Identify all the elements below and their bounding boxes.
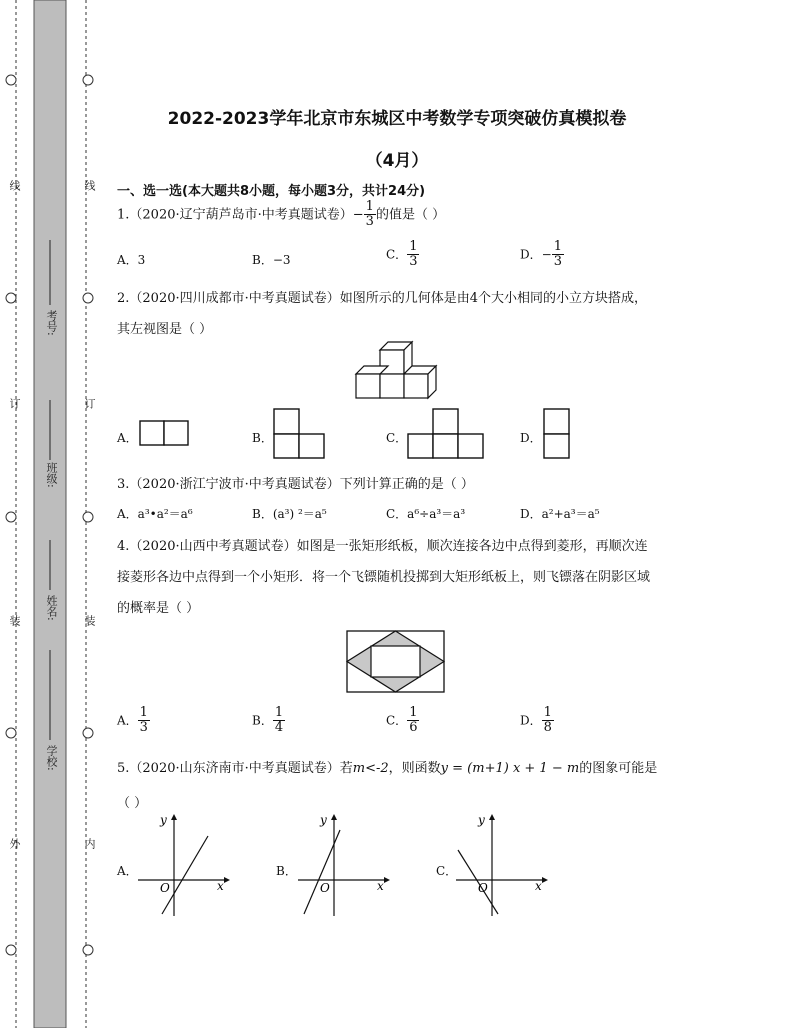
q5-b-y-label: y	[320, 813, 327, 827]
q2-option-a-figure	[139, 420, 191, 448]
q4-option-a-label: A．	[117, 713, 138, 728]
q2-option-c-figure	[407, 408, 487, 460]
margin-outer-label-2: 订	[8, 398, 21, 409]
q4-option-b-num: 1	[274, 705, 284, 720]
margin-inner-label-1: 线	[83, 180, 96, 191]
q4-rectangle-figure	[344, 628, 448, 694]
section-heading: 一、选一选(本大题共8小题，每小题3分，共计24分)	[117, 184, 426, 199]
q5-option-a-label[interactable]: A．	[117, 864, 138, 878]
q4-stem-line3: 的概率是（ ）	[117, 601, 200, 616]
q5-option-b-label[interactable]: B．	[276, 864, 297, 878]
q1-stem-prefix: 1.（2020·辽宁葫芦岛市·中考真题试卷）	[117, 207, 353, 223]
q4-option-c-den: 6	[409, 720, 418, 736]
q5-condition: m<-2	[352, 761, 389, 776]
binding-margin	[0, 0, 100, 1028]
q5-c-origin: O	[478, 881, 488, 895]
q1-option-b-text: −3	[272, 253, 291, 267]
q1-stem-suffix: 的值是（ ）	[375, 207, 446, 223]
q4-stem-line2: 接菱形各边中点得到一个小矩形．将一个飞镖随机投掷到大矩形纸板上，则飞镖落在阴影区域	[117, 570, 651, 585]
q5-b-origin: O	[320, 881, 330, 895]
q5-c-y-label: y	[478, 813, 485, 827]
page-title: 2022-2023学年北京市东城区中考数学专项突破仿真模拟卷	[167, 109, 627, 129]
q4-option-b-frac	[273, 706, 285, 736]
field-class: 班级:	[45, 462, 58, 488]
q4-option-a-num: 1	[139, 705, 148, 720]
page-subtitle: （4月）	[365, 151, 429, 171]
q1-option-d-frac	[552, 240, 564, 270]
q1-option-c-num: 1	[409, 239, 418, 254]
q3-option-d[interactable]: D．a²+a³＝a⁵	[520, 507, 600, 521]
q2-cube-figure	[350, 340, 445, 405]
q5-formula: y = (m+1) x + 1 − m	[440, 761, 580, 776]
q5-stem	[117, 757, 657, 776]
margin-inner-label-2: 订	[83, 398, 96, 409]
q4-option-b[interactable]	[252, 706, 285, 736]
q2-stem-line1: 2.（2020·四川成都市·中考真题试卷）如图所示的几何体是由4个大小相同的小立方块搭成，	[117, 291, 648, 306]
q1-option-a[interactable]	[117, 251, 145, 268]
q5-a-x-label: x	[217, 879, 224, 893]
q2-option-d-figure	[543, 408, 573, 460]
q2-stem-line2: 其左视图是（ ）	[117, 322, 213, 337]
q5-a-y-label: y	[160, 813, 167, 827]
q1-option-c-frac	[407, 240, 419, 270]
q4-option-d-num: 1	[543, 705, 552, 720]
q1-option-a-label: A．	[117, 253, 138, 267]
q3-stem: 3.（2020·浙江宁波市·中考真题试卷）下列计算正确的是（ ）	[117, 477, 474, 492]
q4-option-d-label: D．	[520, 713, 542, 728]
q4-option-d-den: 8	[543, 720, 552, 736]
field-exam-number: 考号:	[45, 310, 58, 336]
q5-option-c-label[interactable]: C．	[436, 864, 458, 878]
field-name: 姓名:	[45, 595, 58, 621]
margin-inner-label-4: 内	[83, 838, 96, 849]
q4-option-a-frac	[138, 706, 150, 736]
q2-option-d-label[interactable]: D．	[520, 431, 542, 445]
q5-answer-paren: （ ）	[117, 796, 148, 811]
q1-option-d-minus: −	[541, 247, 552, 262]
q1-option-d-label: D．	[520, 247, 542, 262]
q1-option-c-label: C．	[386, 247, 408, 262]
q4-option-d-frac	[542, 706, 554, 736]
q1-option-b[interactable]	[252, 251, 291, 268]
q1-option-a-text: 3	[137, 253, 146, 267]
q1-option-d-den: 3	[553, 254, 562, 270]
margin-inner-label-3: 装	[83, 615, 96, 626]
q5-a-origin: O	[160, 881, 170, 895]
margin-outer-label-1: 线	[8, 180, 21, 191]
q4-option-a-den: 3	[139, 720, 148, 736]
q4-option-c[interactable]	[386, 706, 419, 736]
q5-c-x-label: x	[535, 879, 542, 893]
field-school: 学校:	[45, 745, 58, 771]
q2-option-b-label[interactable]: B．	[252, 431, 273, 445]
q2-option-c-label[interactable]: C．	[386, 431, 408, 445]
q3-option-c[interactable]: C．a⁶÷a³＝a³	[386, 507, 466, 521]
q4-option-d[interactable]	[520, 706, 554, 736]
q4-option-c-label: C．	[386, 713, 408, 728]
q1-option-d[interactable]	[520, 240, 564, 270]
q1-frac-num: 1	[365, 199, 374, 214]
q1-frac-den: 3	[365, 214, 374, 230]
q3-option-b[interactable]: B．(a³) ²＝a⁵	[252, 507, 327, 521]
q5-option-c-graph	[452, 810, 552, 920]
q5-b-x-label: x	[377, 879, 384, 893]
q4-option-b-den: 4	[274, 720, 284, 736]
q5-option-b-graph	[294, 810, 394, 920]
q1-fraction	[364, 200, 376, 230]
margin-outer-label-3: 装	[8, 615, 21, 626]
q1-minus: −	[352, 207, 364, 223]
q1-option-c[interactable]	[386, 240, 419, 270]
q1-option-b-label: B．	[252, 253, 273, 267]
q3-option-a[interactable]: A．a³•a²＝a⁶	[117, 507, 193, 521]
q1-option-d-num: 1	[553, 239, 562, 254]
q2-option-a-label[interactable]: A．	[117, 431, 138, 445]
q1-option-c-den: 3	[409, 254, 418, 270]
q2-option-b-figure	[273, 408, 327, 460]
q4-option-c-num: 1	[409, 705, 418, 720]
binding-margin-graphics	[0, 0, 100, 1028]
margin-outer-label-4: 外	[8, 838, 21, 849]
q5-stem-suffix: 的图象可能是	[579, 761, 658, 776]
q5-option-a-graph	[134, 810, 234, 920]
q5-stem-prefix: 5.（2020·山东济南市·中考真题试卷）若	[117, 761, 353, 776]
q4-option-a[interactable]	[117, 706, 150, 736]
q4-stem-line1: 4.（2020·山西中考真题试卷）如图是一张矩形纸板，顺次连接各边中点得到菱形，再顺次连	[117, 539, 648, 554]
q4-option-b-label: B．	[252, 713, 273, 728]
q5-stem-mid: ，则函数	[388, 761, 441, 776]
q1-stem	[117, 200, 445, 230]
q4-option-c-frac	[407, 706, 419, 736]
